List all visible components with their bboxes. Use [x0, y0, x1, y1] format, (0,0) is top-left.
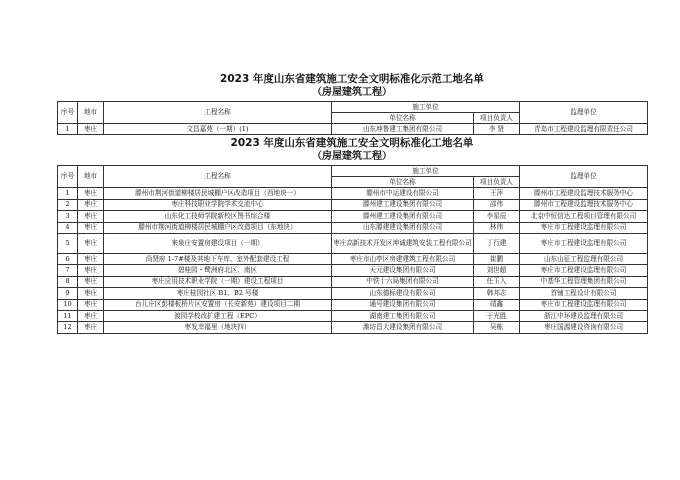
table-row — [58, 233, 648, 253]
cell-supervisor: 首铺工程设计有限公司 — [520, 288, 648, 299]
header-unit-name: 单位名称 — [332, 113, 474, 124]
header-seq: 序号 — [58, 166, 78, 188]
cell-project: 滕州市荆河街道柳楼居民城棚户区改造项目（东地块） — [104, 222, 332, 233]
cell-project: 枣庄应用技术职业学院（一期）建设工程项目 — [104, 276, 332, 287]
cell-project: 枣庄桂园社区 B1、B2 号楼 — [104, 288, 332, 299]
cell-project: 渡园学校改扩建工程（EPC） — [104, 310, 332, 321]
cell-city: 枣庄 — [78, 299, 104, 310]
cell-manager: 任玉入 — [474, 276, 520, 287]
cell-project: 台儿庄区彭楼板桥片区安置房（长安新苑）建设项目二期 — [104, 299, 332, 310]
cell-unit: 中铁十六局集团有限公司 — [332, 276, 474, 287]
cell-supervisor: 枣庄市工程建设监理有限公司 — [520, 265, 648, 276]
cell-seq: 10 — [58, 299, 78, 310]
section-title: 2023 年度山东省建筑施工安全文明标准化工地名单 — [230, 137, 474, 150]
section-title: 2023 年度山东省建筑施工安全文明标准化示范工地名单 — [220, 73, 484, 85]
cell-seq: 9 — [58, 288, 78, 299]
header-project: 工程名称 — [104, 102, 332, 124]
cell-city: 枣庄 — [78, 276, 104, 287]
cell-project: 来泉庄安置房建设项目（一期） — [104, 233, 332, 253]
section-demonstration — [57, 72, 647, 135]
cell-seq: 6 — [58, 253, 78, 264]
cell-supervisor: 枣庄市工程建设监理有限公司 — [520, 299, 648, 310]
cell-seq: 11 — [58, 310, 78, 321]
cell-seq: 1 — [58, 124, 78, 135]
cell-unit: 滕州建工建设集团有限公司 — [332, 211, 474, 222]
cell-project: 滕州市荆河街道柳楼居民城棚户区改造项目（西地块一） — [104, 188, 332, 199]
header-supervisor: 监理单位 — [520, 166, 648, 188]
cell-unit: 潍坊昌大建设集团有限公司 — [332, 322, 474, 333]
table-row — [58, 322, 648, 333]
header-unit-name: 单位名称 — [332, 177, 474, 188]
cell-city: 枣庄 — [78, 188, 104, 199]
cell-supervisor: 北京中恒信达工程项目管理有限公司 — [520, 211, 648, 222]
cell-supervisor: 枣庄市工程建设监理有限公司 — [520, 233, 648, 253]
cell-city: 枣庄 — [78, 124, 104, 135]
table-row — [58, 310, 648, 321]
cell-city: 枣庄 — [78, 222, 104, 233]
cell-seq: 2 — [58, 199, 78, 210]
header-supervisor: 监理单位 — [520, 102, 648, 124]
cell-city: 枣庄 — [78, 199, 104, 210]
header-manager: 项目负责人 — [474, 113, 520, 124]
cell-seq: 12 — [58, 322, 78, 333]
cell-unit: 湖南建工集团有限公司 — [332, 310, 474, 321]
cell-project: 枣发幸福里（地块四） — [104, 322, 332, 333]
cell-manager: 丁行建 — [474, 233, 520, 253]
header-manager: 项目负责人 — [474, 177, 520, 188]
cell-supervisor: 枣庄国源建设咨询有限公司 — [520, 322, 648, 333]
cell-city: 枣庄 — [78, 253, 104, 264]
section-standard — [57, 136, 647, 333]
cell-city: 枣庄 — [78, 288, 104, 299]
cell-unit: 枣庄高新技术开发区坤诚建筑安装工程有限公司 — [332, 233, 474, 253]
header-construction-unit: 施工单位 — [332, 102, 520, 113]
cell-manager: 林伟 — [474, 222, 520, 233]
table-row — [58, 222, 648, 233]
cell-manager: 吴栋 — [474, 322, 520, 333]
section-subtitle: （房屋建筑工程） — [312, 87, 392, 98]
cell-project: 枣庄科技职业学院学术交流中心 — [104, 199, 332, 210]
cell-unit: 枣庄市山亭区房建建筑工程有限公司 — [332, 253, 474, 264]
cell-manager: 李星辰 — [474, 211, 520, 222]
cell-city: 枣庄 — [78, 211, 104, 222]
cell-unit: 滕州建工建设集团有限公司 — [332, 199, 474, 210]
demonstration-table — [57, 101, 648, 135]
cell-project: 尚贤府 1-7#楼及其地下车库、室外配套建设工程 — [104, 253, 332, 264]
cell-supervisor: 青岛市工程建设监理有限责任公司 — [520, 124, 648, 135]
table-row — [58, 253, 648, 264]
cell-seq: 4 — [58, 222, 78, 233]
cell-unit: 山东德标建设有限公司 — [332, 288, 474, 299]
cell-supervisor: 浙江中环建设监理有限公司 — [520, 310, 648, 321]
cell-supervisor: 山东山征工程监理有限公司 — [520, 253, 648, 264]
cell-supervisor: 枣庄市工程建设监理有限公司 — [520, 222, 648, 233]
header-project: 工程名称 — [104, 166, 332, 188]
table-row — [58, 276, 648, 287]
cell-city: 枣庄 — [78, 265, 104, 276]
cell-project: 文昌嘉苑（一期）(1) — [104, 124, 332, 135]
header-city: 地市 — [78, 102, 104, 124]
cell-project: 碧桂园・鹭洲府北区、南区 — [104, 265, 332, 276]
cell-manager: 王萍 — [474, 188, 520, 199]
cell-supervisor: 中基华工程管理集团有限公司 — [520, 276, 648, 287]
cell-seq: 1 — [58, 188, 78, 199]
cell-supervisor: 滕州市工程建设监理技术服务中心 — [520, 199, 648, 210]
cell-seq: 7 — [58, 265, 78, 276]
section-subtitle: （房屋建筑工程） — [312, 151, 392, 163]
standard-table — [57, 165, 648, 333]
header-construction-unit: 施工单位 — [332, 166, 520, 177]
table-row — [58, 265, 648, 276]
cell-unit: 滕州市中运建设有限公司 — [332, 188, 474, 199]
cell-unit: 天元建设集团有限公司 — [332, 265, 474, 276]
header-seq: 序号 — [58, 102, 78, 124]
cell-seq: 5 — [58, 233, 78, 253]
cell-seq: 8 — [58, 276, 78, 287]
cell-manager: 崔鹏 — [474, 253, 520, 264]
cell-manager: 于光胜 — [474, 310, 520, 321]
cell-city: 枣庄 — [78, 233, 104, 253]
table-row — [58, 299, 648, 310]
cell-city: 枣庄 — [78, 310, 104, 321]
table-row — [58, 199, 648, 210]
cell-unit: 山东坤鲁建工集团有限公司 — [332, 124, 474, 135]
cell-project: 山东化工技师学院新校区图书综合楼 — [104, 211, 332, 222]
cell-manager: 李 贤 — [474, 124, 520, 135]
table-row — [58, 188, 648, 199]
cell-manager: 韩邦志 — [474, 288, 520, 299]
cell-unit: 通号建设集团有限公司 — [332, 299, 474, 310]
header-city: 地市 — [78, 166, 104, 188]
table-row — [58, 124, 648, 135]
document-page — [57, 72, 647, 334]
table-row — [58, 211, 648, 222]
cell-supervisor: 滕州市工程建设监理技术服务中心 — [520, 188, 648, 199]
table-row — [58, 288, 648, 299]
cell-city: 枣庄 — [78, 322, 104, 333]
cell-manager: 刘世超 — [474, 265, 520, 276]
cell-unit: 山东滕建建设集团有限公司 — [332, 222, 474, 233]
cell-seq: 3 — [58, 211, 78, 222]
cell-manager: 靖鑫 — [474, 299, 520, 310]
cell-manager: 邵伟 — [474, 199, 520, 210]
